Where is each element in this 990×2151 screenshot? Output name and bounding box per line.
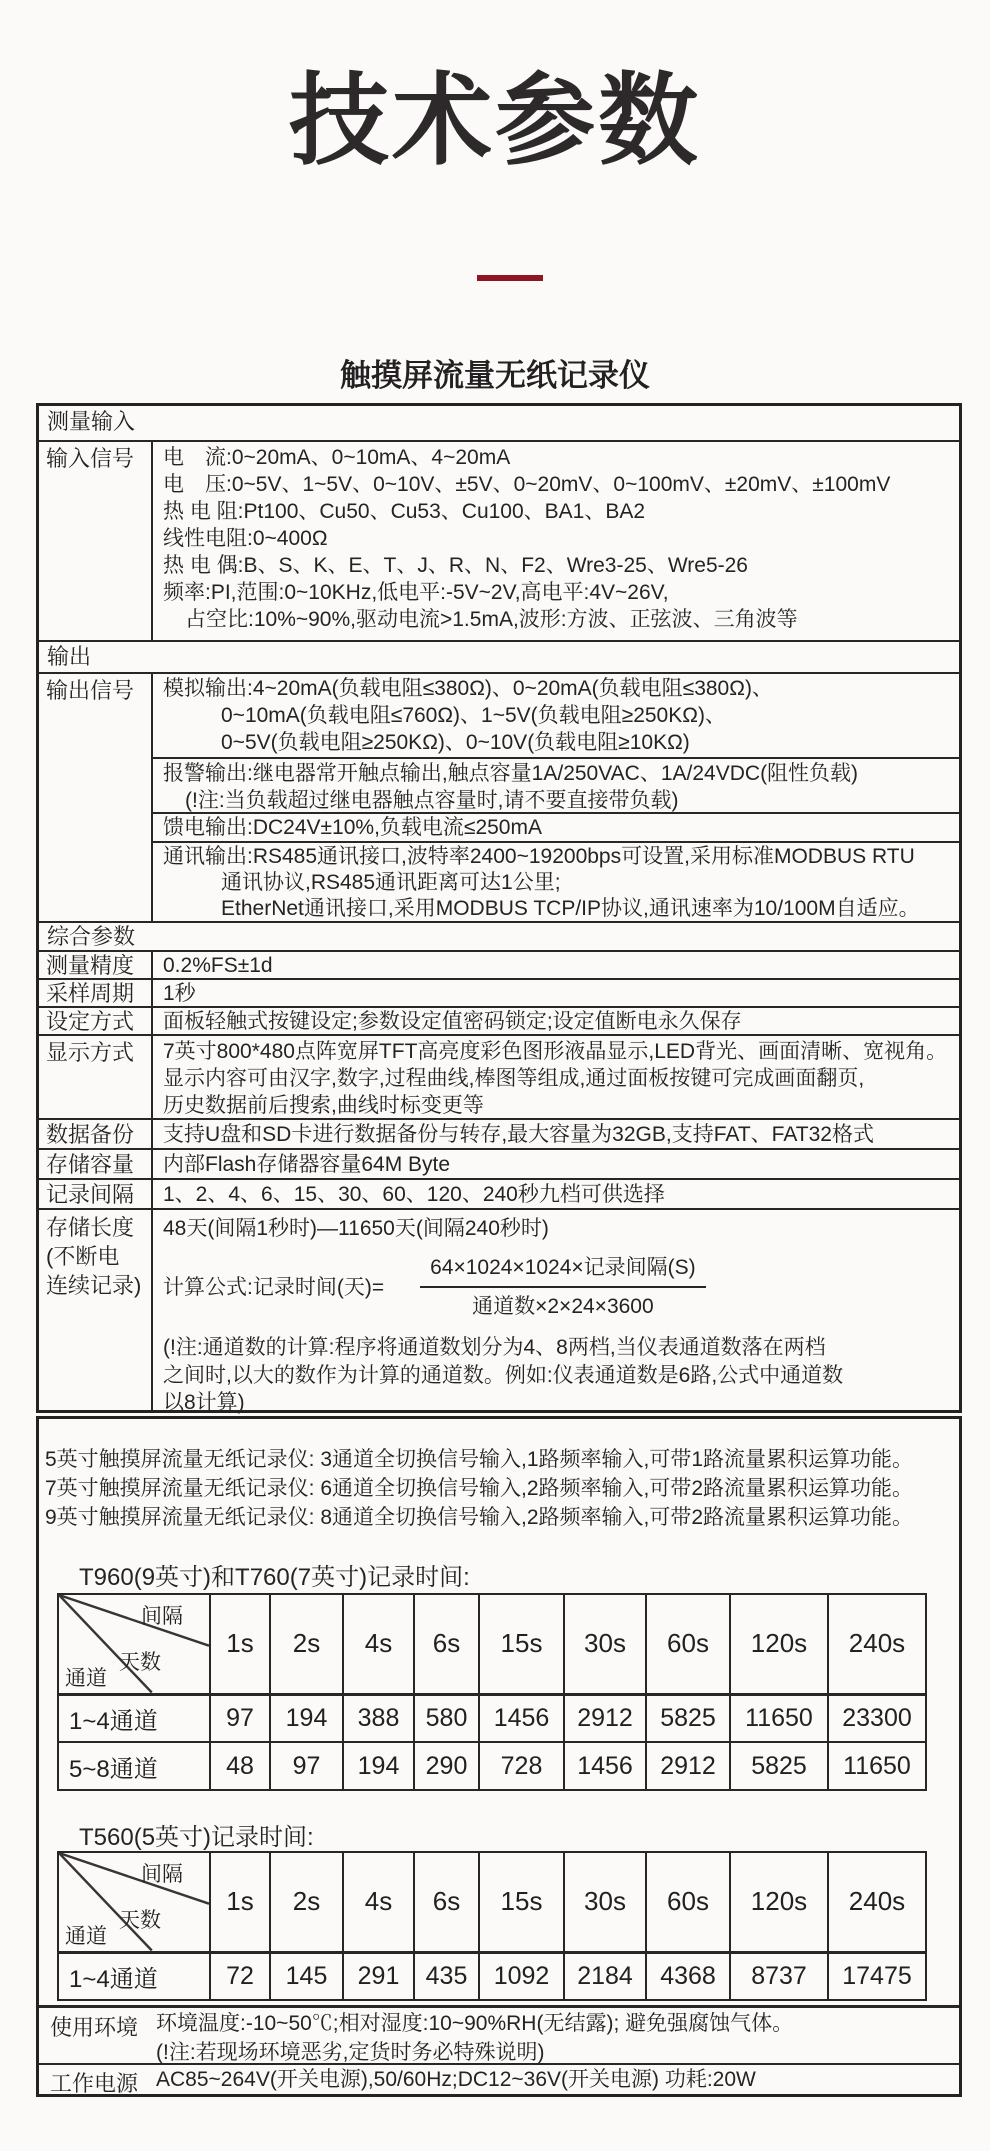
- section-label: 综合参数: [47, 924, 136, 949]
- interval-header: 120s: [730, 1594, 828, 1694]
- spec-row-output-signal: [39, 672, 959, 921]
- channel-label: 5~8通道: [58, 1742, 210, 1790]
- spec-line: 之间时,以大的数作为计算的通道数。例如:仪表通道数是6路,公式中通道数: [163, 1363, 844, 1387]
- formula-fraction: [420, 1254, 706, 1320]
- days-value: 5825: [730, 1742, 828, 1790]
- spec-line: (!注:通道数的计算:程序将通道数划分为4、8两档,当仪表通道数落在两档: [163, 1336, 826, 1359]
- days-value: 1456: [479, 1694, 564, 1742]
- interval-header: 240s: [828, 1594, 926, 1694]
- row-value: 支持U盘和SD卡进行数据备份与转存,最大容量为32GB,支持FAT、FAT32格式: [163, 1123, 874, 1146]
- row-label: 记录间隔: [39, 1180, 153, 1208]
- row-label: 存储容量: [39, 1150, 153, 1178]
- row-value: [156, 2008, 793, 2063]
- feed-output-cell: [153, 812, 959, 841]
- spec-line: 报警输出:继电器常开触点输出,触点容量1A/250VAC、1A/24VDC(阻性负载): [163, 762, 859, 785]
- days-value: 194: [270, 1694, 343, 1742]
- interval-header: 6s: [414, 1594, 479, 1694]
- spec-row-input-signal: [39, 440, 959, 640]
- interval-header: 2s: [270, 1852, 343, 1952]
- days-value: 48: [210, 1742, 270, 1790]
- days-value: 290: [414, 1742, 479, 1790]
- interval-header: 120s: [730, 1852, 828, 1952]
- table-row: [58, 1694, 926, 1742]
- days-value: 291: [343, 1952, 414, 2000]
- record-time-table-t560: [57, 1851, 927, 2001]
- spec-line: 热 电 阻:Pt100、Cu50、Cu53、Cu100、BA1、BA2: [163, 500, 646, 523]
- days-value: 23300: [828, 1694, 926, 1742]
- spec-line: 以8计算): [163, 1391, 245, 1414]
- page-title: 技术参数: [289, 65, 701, 177]
- diagonal-header-cell: [58, 1852, 210, 1952]
- row-value: 0.2%FS±1d: [163, 954, 273, 977]
- row-value: AC85~264V(开关电源),50/60Hz;DC12~36V(开关电源) 功耗:20W: [156, 2068, 756, 2091]
- spec-line: 馈电输出:DC24V±10%,负载电流≤250mA: [163, 816, 542, 839]
- days-value: 580: [414, 1694, 479, 1742]
- interval-header: 60s: [646, 1594, 730, 1694]
- section-measure-input: [39, 406, 959, 440]
- days-value: 17475: [828, 1952, 926, 2000]
- channel-label: 1~4通道: [58, 1952, 210, 2000]
- interval-header: 2s: [270, 1594, 343, 1694]
- interval-header: 15s: [479, 1594, 564, 1694]
- interval-header: 4s: [343, 1594, 414, 1694]
- section-label: 测量输入: [47, 409, 136, 434]
- spec-line: 通讯输出:RS485通讯接口,波特率2400~19200bps可设置,采用标准MODBUS RTU: [163, 845, 915, 868]
- corner-channel-label: 通道: [65, 1925, 107, 1948]
- section-output: [39, 640, 959, 672]
- section-label: 输出: [47, 644, 92, 669]
- t960-t760-table-title: T960(9英寸)和T760(7英寸)记录时间:: [79, 1564, 470, 1591]
- interval-header: 240s: [828, 1852, 926, 1952]
- days-value: 11650: [730, 1694, 828, 1742]
- row-value: 面板轻触式按键设定;参数设定值密码锁定;设定值断电永久保存: [163, 1010, 742, 1033]
- spec-line: 电 流:0~20mA、0~10mA、4~20mA: [163, 446, 511, 469]
- spec-row-sampling: [39, 978, 959, 1006]
- row-value: [153, 442, 959, 640]
- days-value: 4368: [646, 1952, 730, 2000]
- row-label: [39, 1210, 153, 1410]
- spec-line: 频率:PI,范围:0~10KHz,低电平:-5V~2V,高电平:4V~26V,: [163, 581, 669, 604]
- comm-output-cell: [153, 841, 959, 921]
- formula-numerator: 64×1024×1024×记录间隔(S): [420, 1254, 706, 1288]
- days-value: 97: [210, 1694, 270, 1742]
- row-label: 测量精度: [39, 952, 153, 978]
- corner-channel-label: 通道: [65, 1667, 107, 1690]
- days-value: 1456: [564, 1742, 646, 1790]
- t560-table-title: T560(5英寸)记录时间:: [79, 1824, 314, 1851]
- days-value: 388: [343, 1694, 414, 1742]
- spec-line: EtherNet通讯接口,采用MODBUS TCP/IP协议,通讯速率为10/100M自适应。: [221, 897, 920, 920]
- corner-interval-label: 间隔: [141, 1863, 183, 1886]
- spec-row-accuracy: [39, 950, 959, 978]
- spec-line: 占空比:10%~90%,驱动电流>1.5mA,波形:方波、正弦波、三角波等: [185, 608, 798, 631]
- row-label: 显示方式: [39, 1036, 153, 1118]
- record-time-table-t960-t760: [57, 1593, 927, 1791]
- corner-days-label: 天数: [119, 1909, 161, 1932]
- diagonal-header-cell: [58, 1594, 210, 1694]
- spec-line: 历史数据前后搜索,曲线时标变更等: [163, 1094, 484, 1117]
- interval-header: 30s: [564, 1594, 646, 1694]
- corner-days-label: 天数: [119, 1651, 161, 1674]
- row-value: 内部Flash存储器容量64M Byte: [163, 1153, 451, 1176]
- label-line: 存储长度: [46, 1215, 135, 1240]
- table-row: [58, 1742, 926, 1790]
- label-line: (不断电: [46, 1244, 120, 1269]
- row-label: 使用环境: [50, 2015, 139, 2040]
- table-header-row: [58, 1852, 926, 1952]
- row-label: 输入信号: [39, 442, 153, 640]
- analog-output-cell: [153, 674, 959, 757]
- row-value: [153, 1210, 959, 1414]
- row-label: 设定方式: [39, 1008, 153, 1034]
- days-value: 8737: [730, 1952, 828, 2000]
- spec-row-storage-length: [39, 1208, 959, 1414]
- spec-row-interval: [39, 1178, 959, 1208]
- spec-line: 0~10mA(负载电阻≤760Ω)、1~5V(负载电阻≥250KΩ)、: [221, 704, 726, 727]
- interval-header: 1s: [210, 1594, 270, 1694]
- interval-header: 6s: [414, 1852, 479, 1952]
- days-value: 728: [479, 1742, 564, 1790]
- row-value: 1、2、4、6、15、30、60、120、240秒九档可供选择: [163, 1183, 665, 1206]
- product-subtitle: 触摸屏流量无纸记录仪: [340, 358, 650, 393]
- formula-prefix: 计算公式:记录时间(天)=: [163, 1275, 385, 1299]
- env-line: (!注:若现场环境恶劣,定货时务必特殊说明): [156, 2041, 545, 2064]
- row-value: 1秒: [163, 982, 196, 1005]
- row-label: 数据备份: [39, 1120, 153, 1148]
- spec-line: 7英寸800*480点阵宽屏TFT高亮度彩色图形液晶显示,LED背光、画面清晰、宽视角。: [163, 1040, 948, 1063]
- days-value: 97: [270, 1742, 343, 1790]
- spec-row-capacity: [39, 1148, 959, 1178]
- spec-line: 热 电 偶:B、S、K、E、T、J、R、N、F2、Wre3-25、Wre5-26: [163, 554, 748, 577]
- row-label: 输出信号: [39, 674, 153, 921]
- days-value: 5825: [646, 1694, 730, 1742]
- days-value: 2184: [564, 1952, 646, 2000]
- spec-line: 显示内容可由汉字,数字,过程曲线,棒图等组成,通过面板按键可完成画面翻页,: [163, 1067, 865, 1090]
- storage-range: 48天(间隔1秒时)—11650天(间隔240秒时): [163, 1217, 549, 1240]
- corner-interval-label: 间隔: [141, 1605, 183, 1628]
- channel-label: 1~4通道: [58, 1694, 210, 1742]
- spec-line: 电 压:0~5V、1~5V、0~10V、±5V、0~20mV、0~100mV、±20mV、±100mV: [163, 473, 891, 496]
- section-general: [39, 921, 959, 950]
- days-value: 2912: [646, 1742, 730, 1790]
- model-descriptions: [45, 1445, 957, 1532]
- days-value: 11650: [828, 1742, 926, 1790]
- spec-row-display: [39, 1034, 959, 1118]
- spec-line: 0~5V(负载电阻≥250KΩ)、0~10V(负载电阻≥10KΩ): [221, 731, 690, 754]
- spec-table: [36, 403, 962, 1413]
- days-value: 435: [414, 1952, 479, 2000]
- interval-header: 15s: [479, 1852, 564, 1952]
- environment-row: [39, 2005, 959, 2063]
- row-value: [153, 1036, 959, 1118]
- spec-row-backup: [39, 1118, 959, 1148]
- spec-line: 线性电阻:0~400Ω: [163, 527, 328, 550]
- record-time-box: [36, 1416, 962, 2097]
- storage-formula: [163, 1254, 959, 1320]
- days-value: 1092: [479, 1952, 564, 2000]
- spec-line: 模拟输出:4~20mA(负载电阻≤380Ω)、0~20mA(负载电阻≤380Ω)、: [163, 677, 773, 700]
- interval-header: 1s: [210, 1852, 270, 1952]
- label-line: 连续记录): [46, 1273, 142, 1298]
- title-underline: [477, 275, 543, 281]
- days-value: 145: [270, 1952, 343, 2000]
- table-row: [58, 1952, 926, 2000]
- env-line: 环境温度:-10~50℃;相对湿度:10~90%RH(无结露); 避免强腐蚀气体。: [156, 2012, 794, 2035]
- interval-header: 30s: [564, 1852, 646, 1952]
- days-value: 2912: [564, 1694, 646, 1742]
- interval-header: 4s: [343, 1852, 414, 1952]
- spec-line: (!注:当负载超过继电器触点容量时,请不要直接带负载): [185, 789, 679, 812]
- alarm-output-cell: [153, 757, 959, 812]
- table-header-row: [58, 1594, 926, 1694]
- spec-row-setting: [39, 1006, 959, 1034]
- row-label: 采样周期: [39, 980, 153, 1006]
- output-signal-subrows: [153, 674, 959, 921]
- days-value: 72: [210, 1952, 270, 2000]
- interval-header: 60s: [646, 1852, 730, 1952]
- row-label: 工作电源: [50, 2071, 139, 2096]
- model-line: 5英寸触摸屏流量无纸记录仪: 3通道全切换信号输入,1路频率输入,可带1路流量累积运算功能。: [45, 1448, 914, 1471]
- spec-line: 通讯协议,RS485通讯距离可达1公里;: [221, 871, 561, 894]
- days-value: 194: [343, 1742, 414, 1790]
- storage-note: [163, 1334, 959, 1417]
- formula-denominator: 通道数×2×24×3600: [472, 1295, 654, 1318]
- power-row: [39, 2063, 959, 2094]
- model-line: 7英寸触摸屏流量无纸记录仪: 6通道全切换信号输入,2路频率输入,可带2路流量累积运算功能。: [45, 1477, 914, 1500]
- model-line: 9英寸触摸屏流量无纸记录仪: 8通道全切换信号输入,2路频率输入,可带2路流量累积运算功能。: [45, 1506, 914, 1529]
